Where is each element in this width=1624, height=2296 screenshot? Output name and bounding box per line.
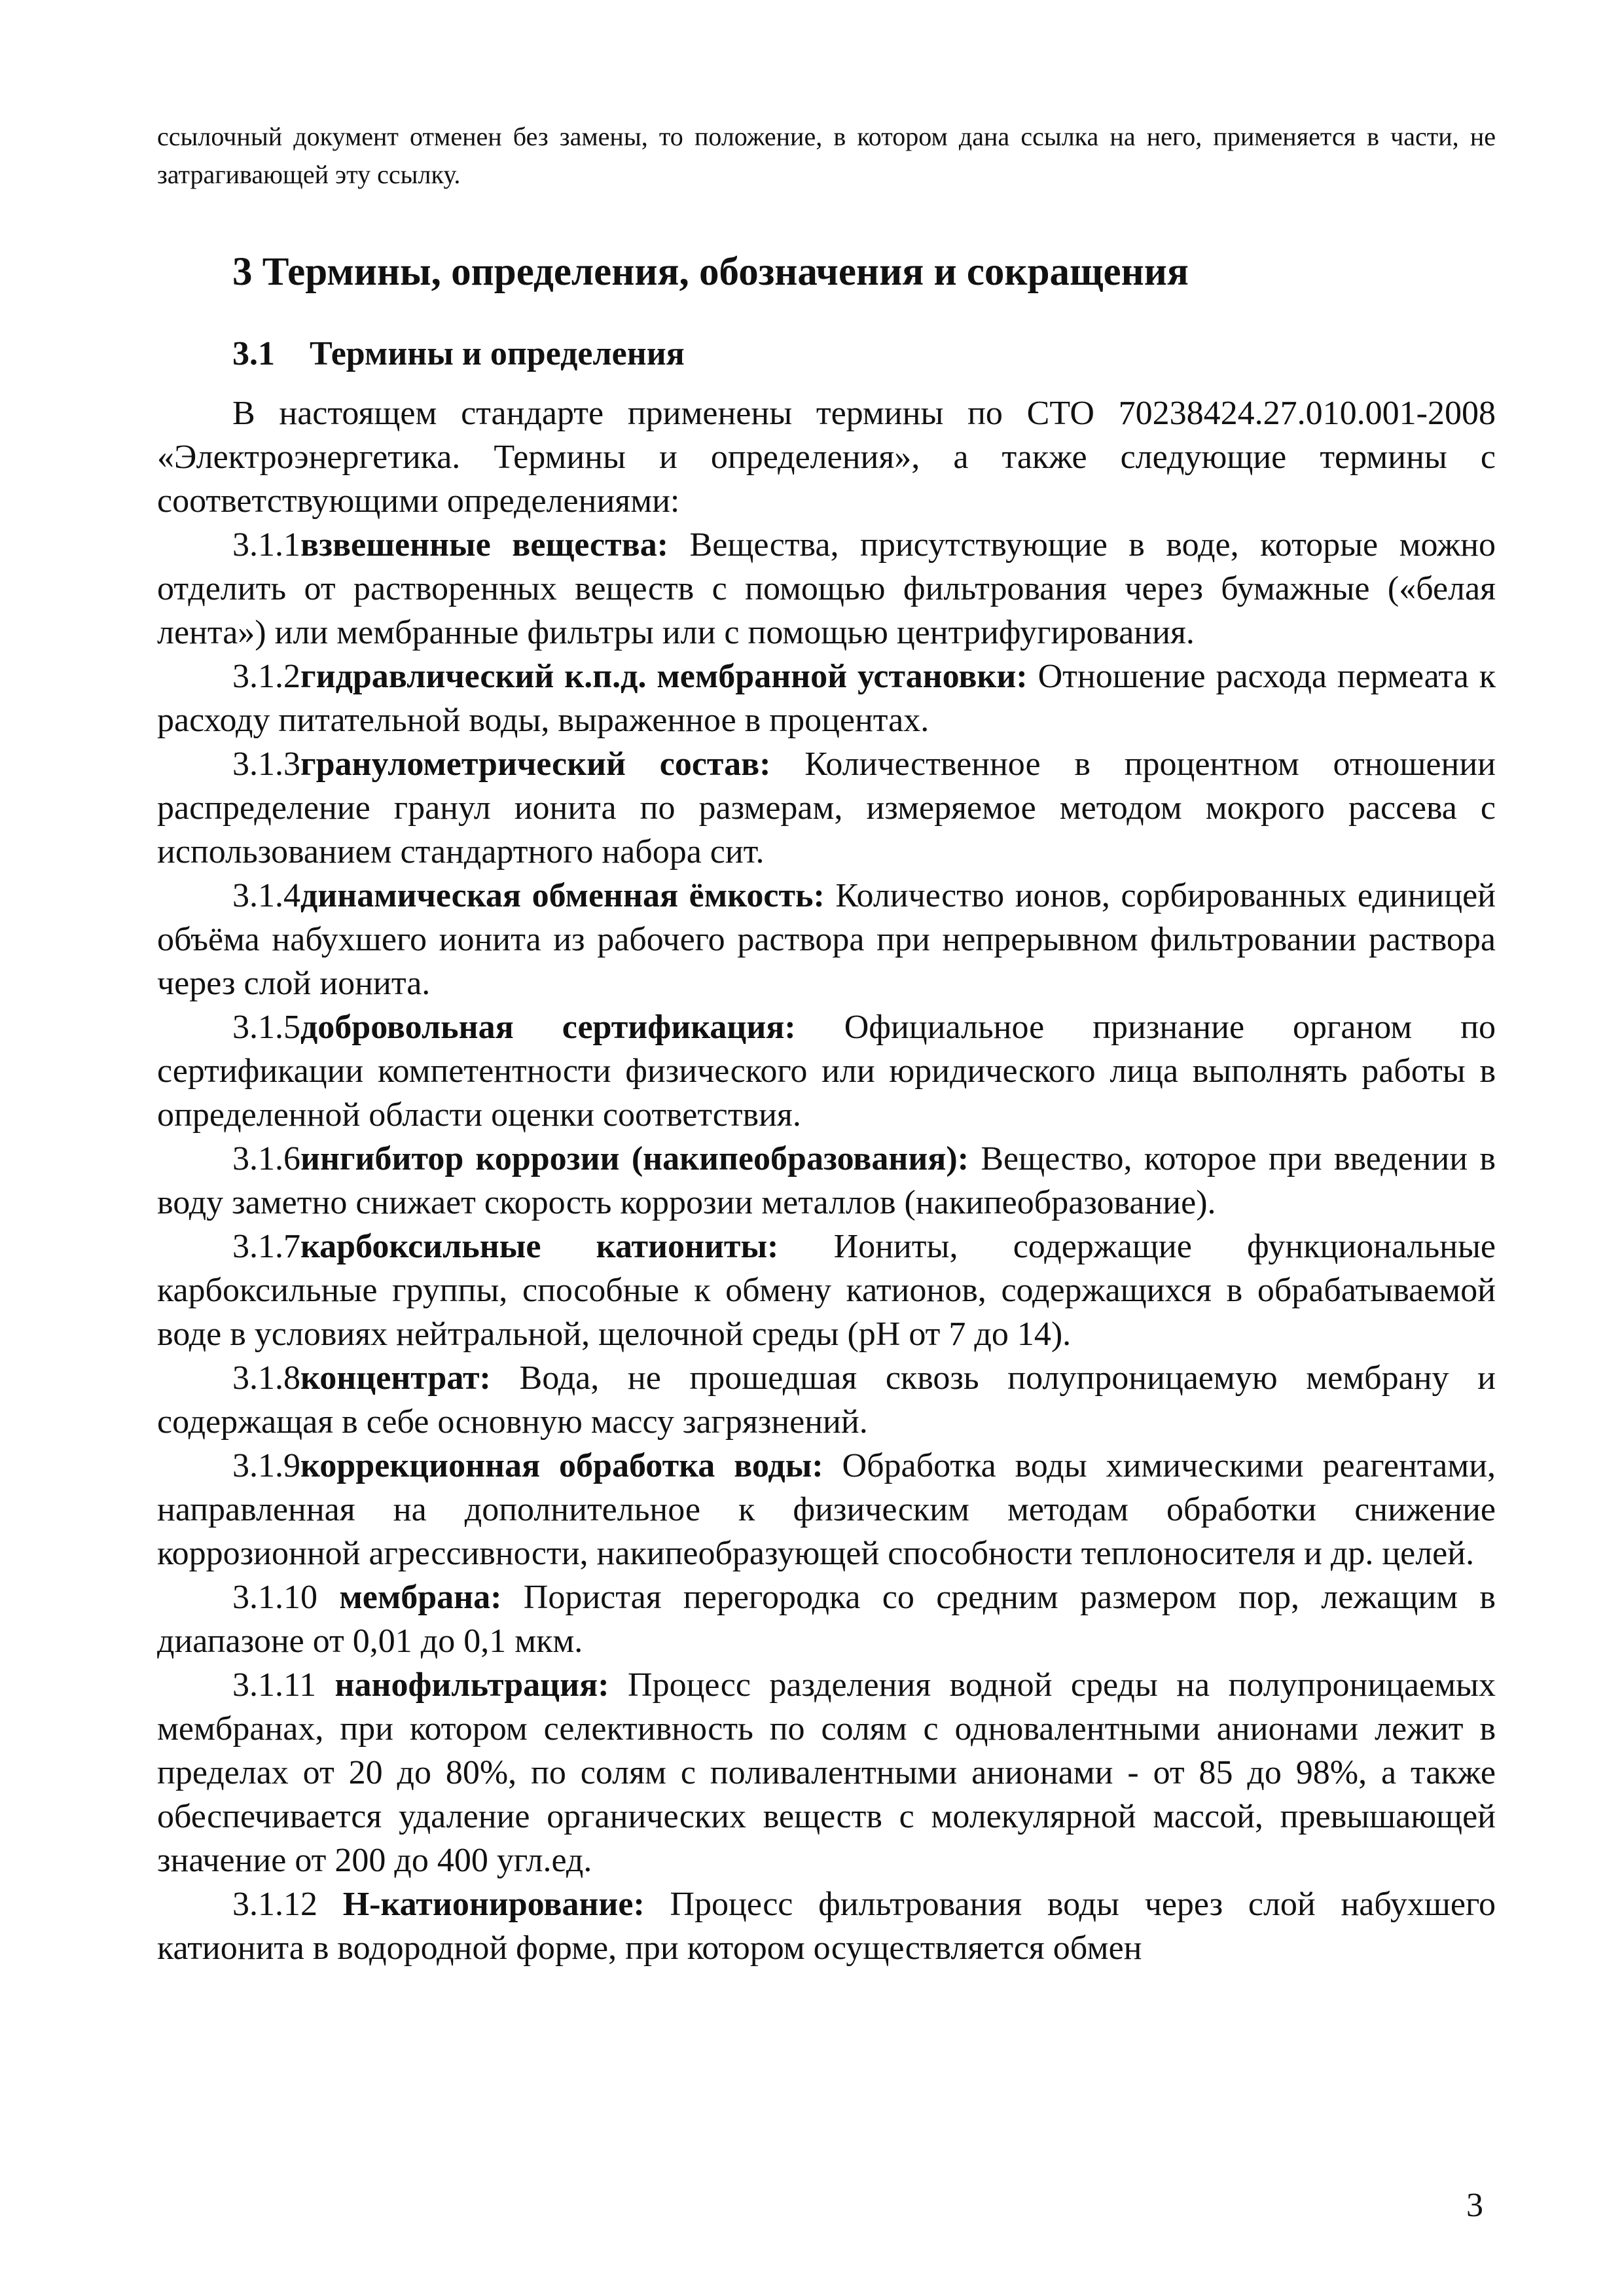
subsection-heading [157,331,1496,377]
term-definition: Обработка воды химическими реагентами, направленная на дополнительное к физическим методам обработки снижение коррозионной агрессивности, накипеобразующей способности теплоносителя и др. целей. [157,1447,1496,1572]
term-definition: Иониты, содержащие функциональные карбоксильные группы, способные к обмену катионов, содержащихся в обрабатываемой воде в условиях нейтральной, щелочной среды (pH от 7 до 14). [157,1228,1496,1353]
term-entry [157,742,1496,874]
term-entry [157,1575,1496,1663]
term-definition: Процесс фильтрования воды через слой набухшего катионита в водородной форме, при котором осуществляется обмен [157,1886,1496,1967]
term-number: 3.1.7 [232,1228,300,1265]
term-entry [157,1444,1496,1575]
intro-text: ссылочный документ отменен без замены, то положение, в котором дана ссылка на него, применяется в части, не затрагивающей эту ссылку. [157,122,1496,189]
term-name: динамическая обменная ёмкость: [300,877,825,914]
term-name: гидравлический к.п.д. мембранной установки: [300,658,1028,695]
term-entry [157,1663,1496,1882]
term-entry [157,1005,1496,1137]
term-definition: Пористая перегородка со средним размером пор, лежащим в диапазоне от 0,01 до 0,1 мкм. [157,1579,1496,1660]
term-entry [157,655,1496,742]
term-number: 3.1.2 [232,658,300,695]
term-definition: Вода, не прошедшая сквозь полупроницаемую мембрану и содержащая в себе основную массу загрязнений. [157,1359,1496,1441]
term-definition: Вещества, присутствующие в воде, которые можно отделить от растворенных веществ с помощью фильтрования через бумажные («белая лента») или мембранные фильтры или с помощью центрифугирования. [157,526,1496,651]
term-name: коррекционная обработка воды: [300,1447,823,1484]
term-entry [157,523,1496,655]
term-definition: Отношение расхода пермеата к расходу питательной воды, выраженное в процентах. [157,658,1496,739]
term-number: 3.1.4 [232,877,300,914]
term-definition: Процесс разделения водной среды на полупроницаемых мембранах, при котором селективность по солям с одновалентными анионами лежит в пределах от 20 до 80%, по солям с поливалентными анионами - от 85 до 98%, а также обеспечивается удаление органических веществ с молекулярной массой, превышающей значение от 200 до 400 угл.ед. [157,1666,1496,1879]
term-number: 3.1.9 [232,1447,300,1484]
term-number: 3.1.3 [232,745,300,783]
lead-paragraph: В настоящем стандарте применены термины по СТО 70238424.27.010.001-2008 «Электроэнергетика. Термины и определения», а также следующие термины с соответствующими определениями: [157,395,1496,520]
term-number: 3.1.8 [232,1359,300,1397]
term-name: нанофильтрация: [334,1666,609,1704]
term-number: 3.1.12 [232,1886,343,1923]
term-entry [157,1137,1496,1225]
term-name: гранулометрический состав: [300,745,771,783]
term-name: добровольная сертификация: [300,1009,796,1046]
subsection-title: Термины и определения [310,335,685,372]
term-definition: Официальное признание органом по сертификации компетентности физического или юридического лица выполнять работы в определенной области оценки соответствия. [157,1009,1496,1134]
term-entry [157,874,1496,1005]
term-number: 3.1.10 [232,1579,340,1616]
term-number: 3.1.6 [232,1140,300,1177]
term-number: 3.1.1 [232,526,300,564]
subsection-number: 3.1 [232,335,275,372]
terms-list [157,523,1496,1970]
term-entry [157,1225,1496,1356]
term-definition: Количество ионов, сорбированных единицей объёма набухшего ионита из рабочего раствора при непрерывном фильтровании раствора через слой ионита. [157,877,1496,1002]
term-number: 3.1.5 [232,1009,300,1046]
document-page [157,118,1496,1970]
term-definition: Вещество, которое при введении в воду заметно снижает скорость коррозии металлов (накипеобразование). [157,1140,1496,1221]
term-name: ингибитор коррозии (накипеобразования): [300,1140,969,1177]
term-name: Н-катионирование: [342,1886,645,1923]
section-title: 3 Термины, определения, обозначения и сокращения [232,250,1189,294]
term-name: карбоксильные катиониты: [300,1228,779,1265]
term-entry [157,1882,1496,1970]
term-name: концентрат: [300,1359,491,1397]
term-name: взвешенные вещества: [300,526,669,564]
term-name: мембрана: [339,1579,502,1616]
page-number: 3 [1466,2187,1483,2224]
term-definition: Количественное в процентном отношении распределение гранул ионита по размерам, измеряемое методом мокрого рассева с использованием стандартного набора сит. [157,745,1496,870]
term-number: 3.1.11 [232,1666,335,1704]
term-entry [157,1356,1496,1444]
